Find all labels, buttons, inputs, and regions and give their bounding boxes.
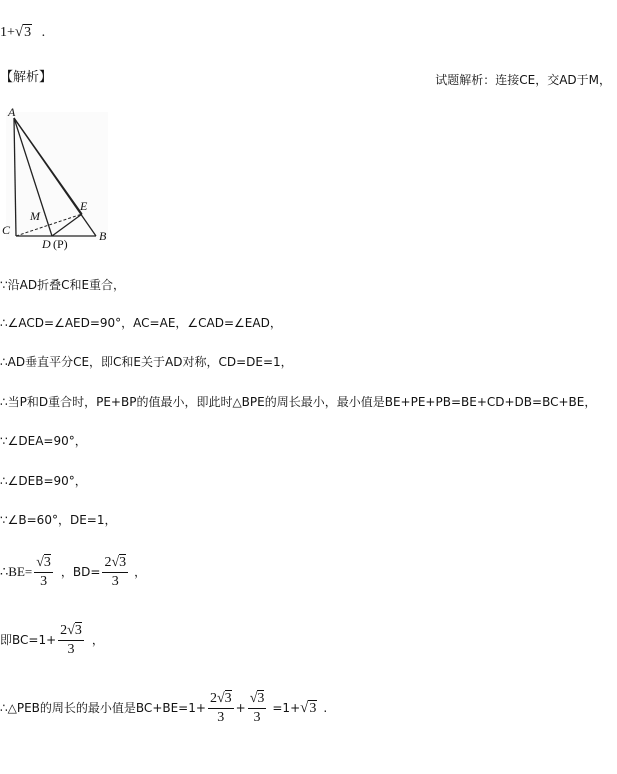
- label-d: D: [42, 237, 51, 251]
- step-angle-dea: ∵∠DEA=90°，: [0, 434, 87, 448]
- be-label: ∴BE=: [0, 564, 33, 579]
- label-e: E: [80, 199, 88, 213]
- label-c: C: [2, 223, 11, 237]
- final-label: ∴△PEB的周长的最小值是BC+BE=1+: [0, 701, 206, 715]
- previous-answer-line: [0, 24, 45, 41]
- be-bd-end: ，: [134, 565, 147, 579]
- answer-suffix: .: [41, 25, 46, 40]
- bc-label: 即BC=1+: [0, 633, 57, 647]
- bd-label: ，BD=: [60, 565, 101, 579]
- final-result-sqrt: √3: [300, 700, 317, 716]
- final-plus: +: [235, 701, 246, 715]
- label-b: B: [99, 229, 107, 243]
- final-equals: =1+: [272, 701, 301, 715]
- label-p: (P): [53, 237, 68, 251]
- step-angle-deb: ∴∠DEB=90°，: [0, 474, 87, 488]
- step-be-bd: [0, 552, 146, 592]
- be-fraction: $\frac{√3}{3}$: [36, 555, 51, 589]
- bc-fraction: $\frac{2√3}{3}$: [60, 623, 82, 657]
- step-angles: ∴∠ACD=∠AED=90°，AC=AE，∠CAD=∠EAD，: [0, 316, 282, 330]
- step-minimum: ∴当P和D重合时，PE+BP的值最小，即此时△BPE的周长最小，最小值是BE+PE+PB=BE+CD+DB=BC+BE，: [0, 395, 597, 409]
- analysis-intro: 试题解析：连接CE，交AD于M，: [435, 73, 611, 87]
- final-end: .: [323, 701, 328, 715]
- analysis-heading: 【解析】: [0, 70, 53, 85]
- bd-fraction: $\frac{2√3}{3}$: [104, 555, 127, 589]
- step-bc: [0, 620, 104, 660]
- step-angle-b: ∵∠B=60°，DE=1，: [0, 513, 117, 527]
- step-fold: ∵沿AD折叠C和E重合，: [0, 278, 126, 292]
- triangle-figure: [0, 104, 120, 254]
- answer-prefix: 1+: [0, 25, 15, 40]
- figure-background: [6, 112, 108, 240]
- bc-end: ，: [91, 633, 104, 647]
- final-fraction-2: $\frac{√3}{3}$: [249, 691, 265, 725]
- step-final: [0, 688, 327, 729]
- step-perpendicular-bisector: ∴AD垂直平分CE，即C和E关于AD对称，CD=DE=1，: [0, 355, 293, 369]
- final-fraction-1: $\frac{2√3}{3}$: [209, 691, 232, 725]
- label-a: A: [8, 105, 16, 119]
- label-m: M: [30, 209, 40, 223]
- sqrt-expression: √3: [14, 24, 32, 40]
